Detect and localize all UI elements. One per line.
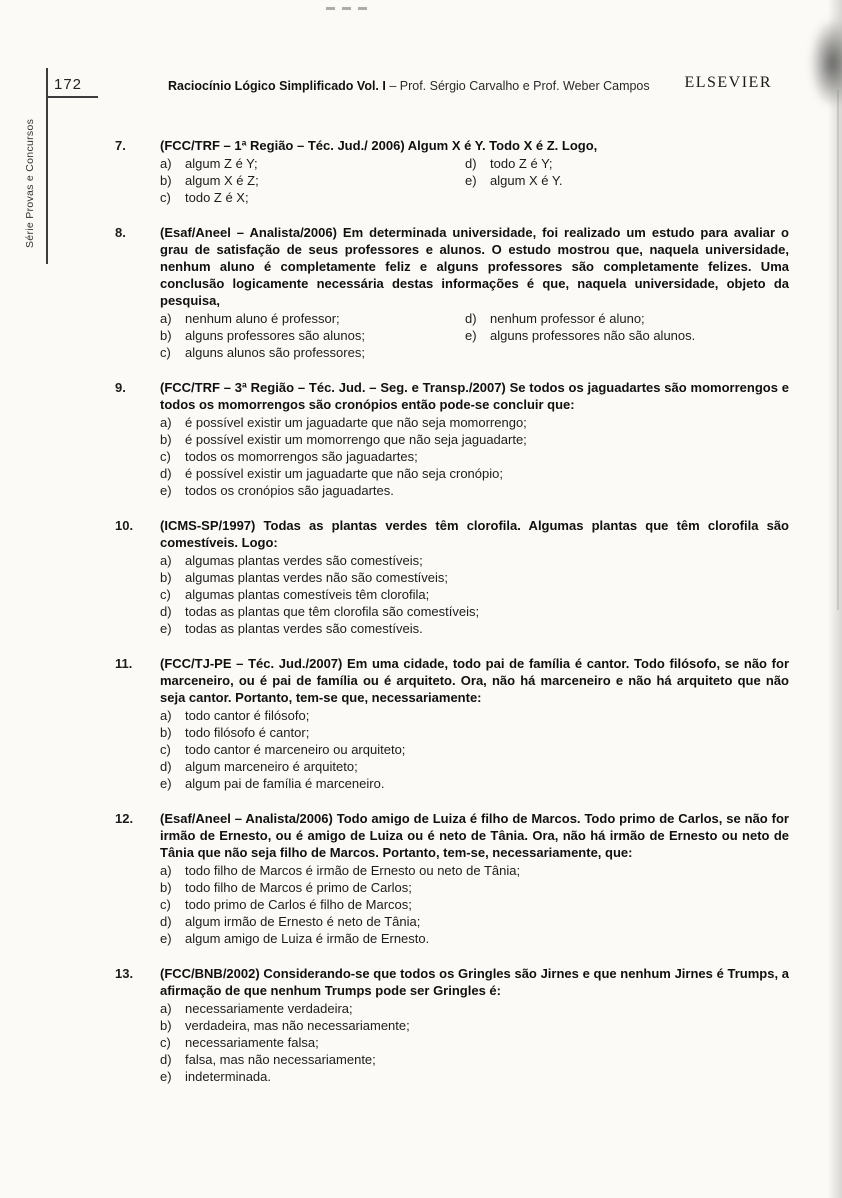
option-text: alguns professores são alunos;	[185, 328, 365, 343]
option-item	[465, 327, 789, 344]
option-text: nenhum professor é aluno;	[490, 311, 645, 326]
question-stem: (ICMS-SP/1997) Todas as plantas verdes têm clorofila. Algumas plantas que têm clorofila são comestíveis. Logo:	[160, 518, 789, 550]
option-item	[160, 913, 789, 930]
option-letter: c)	[160, 449, 171, 464]
option-item	[160, 344, 465, 361]
option-item	[160, 775, 789, 792]
option-text: algumas plantas comestíveis têm clorofila;	[185, 587, 430, 602]
question-number: 12.	[115, 811, 134, 826]
option-text: todo cantor é marceneiro ou arquiteto;	[185, 742, 406, 757]
option-text: algum pai de família é marceneiro.	[185, 776, 385, 791]
option-item	[160, 896, 789, 913]
option-letter: e)	[160, 1069, 172, 1084]
option-item	[160, 724, 789, 741]
option-letter: e)	[160, 931, 172, 946]
option-letter: c)	[160, 897, 171, 912]
option-item	[160, 930, 789, 947]
header-title	[168, 79, 650, 93]
question-col2	[465, 155, 789, 189]
book-authors: – Prof. Sérgio Carvalho e Prof. Weber Campos	[385, 79, 650, 93]
question-body	[160, 137, 789, 206]
option-item	[160, 741, 789, 758]
scan-artifact-dashes	[326, 7, 372, 10]
option-item	[160, 879, 789, 896]
option-text: é possível existir um momorrengo que não seja jaguadarte;	[185, 432, 527, 447]
option-text: todo filho de Marcos é irmão de Ernesto ou neto de Tânia;	[185, 863, 521, 878]
option-item	[160, 603, 789, 620]
option-letter: e)	[160, 621, 172, 636]
question-body	[160, 810, 789, 947]
option-text: todo cantor é filósofo;	[185, 708, 310, 723]
sidebar-rule	[46, 68, 48, 264]
question-options	[160, 862, 789, 947]
option-text: necessariamente verdadeira;	[185, 1001, 353, 1016]
option-item	[160, 758, 789, 775]
question-options	[160, 707, 789, 792]
option-item	[160, 448, 789, 465]
option-text: algum irmão de Ernesto é neto de Tânia;	[185, 914, 421, 929]
option-text: algum marceneiro é arquiteto;	[185, 759, 358, 774]
question-options	[160, 552, 789, 637]
question-options	[160, 310, 789, 361]
option-letter: a)	[160, 708, 172, 723]
question-body	[160, 224, 789, 361]
question-number: 8.	[115, 225, 126, 240]
option-text: algum amigo de Luiza é irmão de Ernesto.	[185, 931, 430, 946]
option-letter: d)	[160, 1052, 172, 1067]
option-letter: b)	[160, 173, 172, 188]
option-text: falsa, mas não necessariamente;	[185, 1052, 376, 1067]
question-col1	[160, 862, 789, 947]
option-text: algumas plantas verdes são comestíveis;	[185, 553, 423, 568]
question-col1	[160, 1000, 789, 1085]
question-body	[160, 517, 789, 637]
option-letter: d)	[465, 311, 477, 326]
option-letter: a)	[160, 863, 172, 878]
option-item	[160, 327, 465, 344]
question-item	[115, 965, 789, 1085]
option-text: nenhum aluno é professor;	[185, 311, 340, 326]
option-item	[465, 310, 789, 327]
question-body	[160, 965, 789, 1085]
option-letter: d)	[160, 466, 172, 481]
question-stem: (Esaf/Aneel – Analista/2006) Em determinada universidade, foi realizado um estudo para avaliar o grau de satisfação de seus professores e alunos. O estudo mostrou que, naquela universidade, nenhum aluno é completamente feliz e alguns professores são completamente felizes. Uma conclusão logicamente necessária destas informações é que, naquela universidade, objeto da pesquisa,	[160, 225, 789, 308]
publisher-logo-text: ELSEVIER	[684, 74, 772, 91]
option-text: todas as plantas que têm clorofila são comestíveis;	[185, 604, 480, 619]
option-letter: b)	[160, 432, 172, 447]
option-text: necessariamente falsa;	[185, 1035, 319, 1050]
question-item	[115, 517, 789, 637]
question-item	[115, 137, 789, 206]
question-col1	[160, 155, 465, 206]
question-item	[115, 224, 789, 361]
option-letter: c)	[160, 742, 171, 757]
option-text: é possível existir um jaguadarte que não seja cronópio;	[185, 466, 503, 481]
option-item	[160, 1017, 789, 1034]
option-item	[160, 431, 789, 448]
option-letter: c)	[160, 345, 171, 360]
question-number: 10.	[115, 518, 134, 533]
question-number: 13.	[115, 966, 134, 981]
option-text: alguns professores não são alunos.	[490, 328, 696, 343]
option-text: indeterminada.	[185, 1069, 271, 1084]
question-stem: (Esaf/Aneel – Analista/2006) Todo amigo de Luiza é filho de Marcos. Todo primo de Carlos, se não for irmão de Ernesto, ou é amigo de Luiza ou é neto de Tânia. Ora, não há irmão de Ernesto ou neto de Tânia que não seja filho de Marcos. Portanto, tem-se, necessariamente, que:	[160, 811, 789, 860]
question-options	[160, 1000, 789, 1085]
option-item	[160, 1034, 789, 1051]
option-text: alguns alunos são professores;	[185, 345, 365, 360]
option-letter: e)	[160, 776, 172, 791]
option-item	[160, 482, 789, 499]
option-letter: d)	[160, 914, 172, 929]
option-letter: c)	[160, 587, 171, 602]
option-item	[160, 569, 789, 586]
question-stem: (FCC/TJ-PE – Téc. Jud./2007) Em uma cidade, todo pai de família é cantor. Todo filósofo, se não for marceneiro, ou é pai de família ou é arquiteto. Ora, não há marceneiro e não há arquiteto que não seja cantor. Portanto, tem-se que, necessariamente:	[160, 656, 789, 705]
question-number: 9.	[115, 380, 126, 395]
question-item	[115, 379, 789, 499]
question-col1	[160, 707, 789, 792]
question-item	[115, 655, 789, 792]
option-letter: d)	[465, 156, 477, 171]
option-text: é possível existir um jaguadarte que não seja momorrengo;	[185, 415, 527, 430]
question-stem: (FCC/TRF – 1ª Região – Téc. Jud./ 2006) Algum X é Y. Todo X é Z. Logo,	[160, 138, 598, 153]
option-letter: d)	[160, 604, 172, 619]
option-text: algum Z é Y;	[185, 156, 258, 171]
option-text: algum X é Z;	[185, 173, 259, 188]
option-letter: e)	[160, 483, 172, 498]
option-item	[160, 620, 789, 637]
option-letter: b)	[160, 328, 172, 343]
option-item	[160, 862, 789, 879]
option-text: algumas plantas verdes não são comestíveis;	[185, 570, 449, 585]
option-item	[160, 1000, 789, 1017]
option-item	[160, 586, 789, 603]
option-item	[160, 1068, 789, 1085]
option-text: todos os momorrengos são jaguadartes;	[185, 449, 418, 464]
scan-artifact-edge-line	[837, 90, 839, 610]
option-letter: e)	[465, 328, 477, 343]
question-col1	[160, 552, 789, 637]
option-letter: b)	[160, 880, 172, 895]
question-number: 7.	[115, 138, 126, 153]
option-text: todo Z é X;	[185, 190, 249, 205]
series-label: Série Provas e Concursos	[24, 118, 36, 248]
option-text: algum X é Y.	[490, 173, 563, 188]
question-list	[115, 137, 789, 1103]
option-letter: b)	[160, 1018, 172, 1033]
option-letter: d)	[160, 759, 172, 774]
option-letter: a)	[160, 1001, 172, 1016]
question-body	[160, 655, 789, 792]
question-stem: (FCC/BNB/2002) Considerando-se que todos os Gringles são Jirnes e que nenhum Jirnes é Trumps, a afirmação de que nenhum Trumps pode ser Gringles é:	[160, 966, 789, 998]
option-letter: e)	[465, 173, 477, 188]
option-letter: b)	[160, 725, 172, 740]
option-item	[160, 707, 789, 724]
option-text: todo filho de Marcos é primo de Carlos;	[185, 880, 412, 895]
option-item	[160, 552, 789, 569]
question-col2	[465, 310, 789, 344]
option-letter: c)	[160, 1035, 171, 1050]
question-item	[115, 810, 789, 947]
option-letter: a)	[160, 415, 172, 430]
option-text: todo Z é Y;	[490, 156, 553, 171]
option-item	[160, 189, 465, 206]
question-options	[160, 414, 789, 499]
option-item	[160, 1051, 789, 1068]
question-stem: (FCC/TRF – 3ª Região – Téc. Jud. – Seg. e Transp./2007) Se todos os jaguadartes são momorrengos e todos os momorrengos são cronópios então pode-se concluir que:	[160, 380, 789, 412]
book-title: Raciocínio Lógico Simplificado Vol. I	[168, 79, 386, 93]
option-letter: c)	[160, 190, 171, 205]
question-number: 11.	[115, 656, 133, 671]
option-text: todo filósofo é cantor;	[185, 725, 310, 740]
option-text: todo primo de Carlos é filho de Marcos;	[185, 897, 412, 912]
option-text: todos os cronópios são jaguadartes.	[185, 483, 394, 498]
option-item	[465, 155, 789, 172]
option-text: todas as plantas verdes são comestíveis.	[185, 621, 423, 636]
option-item	[160, 310, 465, 327]
option-item	[160, 172, 465, 189]
option-text: verdadeira, mas não necessariamente;	[185, 1018, 410, 1033]
option-letter: a)	[160, 156, 172, 171]
page-number: 172	[54, 76, 83, 93]
page-number-rule	[46, 96, 98, 98]
option-letter: a)	[160, 553, 172, 568]
option-letter: b)	[160, 570, 172, 585]
question-body	[160, 379, 789, 499]
question-col1	[160, 310, 465, 361]
option-item	[160, 414, 789, 431]
option-item	[160, 155, 465, 172]
question-col1	[160, 414, 789, 499]
option-item	[160, 465, 789, 482]
scan-artifact-edge	[828, 0, 842, 1198]
option-item	[465, 172, 789, 189]
question-options	[160, 155, 789, 206]
option-letter: a)	[160, 311, 172, 326]
